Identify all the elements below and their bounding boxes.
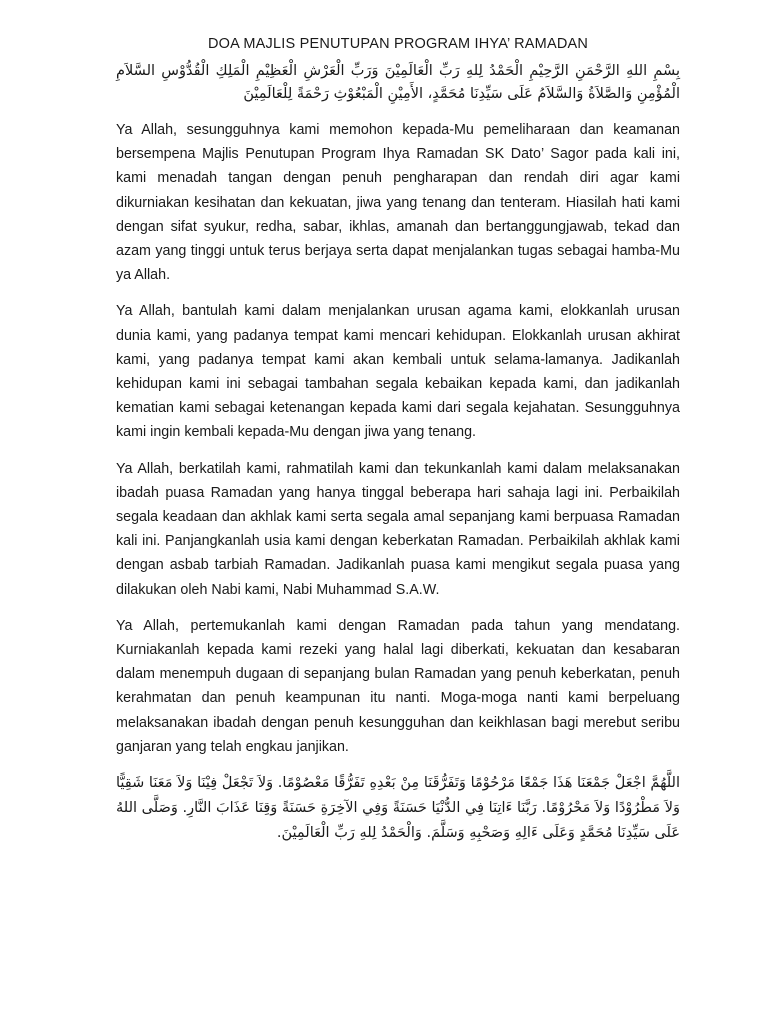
closing-arabic-prayer: اللَّهُمَّ اجْعَلْ جَمْعَنَا هَذَا جَمْعًا مَرْحُوْمًا وَتَفَرُّقَنَا مِنْ بَعْدِهِ تَفَرُّقًا مَعْصُوْمًا. وَلاَ تَجْعَلْ فِيْنَا وَلاَ مَعَنَا شَقِيًّا وَلاَ مَطْرُوْدًا وَلاَ مَحْرُوْمًا. رَبَّنَا ءَاتِنَا فِي الدُّنْيَا حَسَنَةً وَفِي الآخِرَةِ حَسَنَةً وَقِنَا عَذَابَ النَّارِ. وَصَلَّى اللهُ عَلَى سَيِّدِنَا مُحَمَّدٍ وَعَلَى ءَالِهِ وَصَحْبِهِ وَسَلَّمَ. وَالْحَمْدُ لِلهِ رَبِّ الْعَالَمِيْنَ. [116,775,680,842]
prayer-paragraph-2: Ya Allah, bantulah kami dalam menjalankan urusan agama kami, elokkanlah urusan dunia kami, yang padanya tempat kami mencari kehidupan. Elokkanlah urusan akhirat kami, yang padanya tempat kami akan kembali untuk selama-lamanya. Jadikanlah kehidupan kami ini sebagai tambahan segala kebaikan kepada kami, dan jadikanlah kematian kami sebagai ketenangan kepada kami dari segala kejahatan. Sesungguhnya kami ingin kembali kepada-Mu dengan jiwa yang tenang. [116,303,680,441]
prayer-paragraph-4: Ya Allah, pertemukanlah kami dengan Ramadan pada tahun yang mendatang. Kurniakanlah kepada kami rezeki yang halal lagi diberkati, kekuatan dan kesabaran dalam menempuh dugaan di sepanjang bulan Ramadan yang penuh keberkatan, penuh kerahmatan dan penuh keampunan itu nanti. Moga-moga nanti kami berpeluang melaksanakan ibadah dengan penuh kesungguhan dan keikhlasan bagi merebut seribu ganjaran yang telah engkau janjikan. [116,617,680,755]
document-page [116,36,680,846]
document-title: DOA MAJLIS PENUTUPAN PROGRAM IHYA’ RAMADAN [207,36,589,52]
prayer-paragraph-1: Ya Allah, sesungguhnya kami memohon kepada-Mu pemeliharaan dan keamanan bersempena Majlis Penutupan Program Ihya Ramadan SK Dato’ Sagor pada kali ini, kami menadah tangan dengan penuh pengharapan dan rendah diri agar kami dikurniakan kesihatan dan kekuatan, jiwa yang tenang dan tenteram. Hiasilah hati kami dengan sifat syukur, redha, sabar, ikhlas, amanah dan bertanggungjawab, tekad dan azam yang tinggi untuk terus berjaya serta dapat menjalankan tugas sebagai hamba-Mu ya Allah. [116,122,680,284]
opening-arabic-prayer: بِسْمِ اللهِ الرَّحْمَنِ الرَّحِيْمِ الْحَمْدُ لِلهِ رَبِّ الْعَالَمِيْنَ وَرَبِّ الْعَرْشِ الْعَظِيْمِ الْمَلِكِ الْقُدُّوْسِ السَّلاَمِ الْمُؤْمِنِ وَالصَّلاَةُ وَالسَّلاَمُ عَلَى سَيِّدِنَا مُحَمَّدٍ، الأَمِيْنِ الْمَبْعُوْثِ رَحْمَةً لِلْعَالَمِيْنَ [116,63,680,102]
prayer-paragraph-3: Ya Allah, berkatilah kami, rahmatilah kami dan tekunkanlah kami dalam melaksanakan ibadah puasa Ramadan yang hanya tinggal beberapa hari sahaja lagi ini. Perbaikilah segala keadaan dan akhlak kami serta segala amal sepanjang kami berpuasa Ramadan kali ini. Panjangkanlah usia kami dengan keberkatan Ramadan. Perbaikilah akhlak kami dengan asbab tarbiah Ramadan. Jadikanlah puasa kami mengikut segala puasa yang dilakukan oleh Nabi kami, Nabi Muhammad S.A.W. [116,460,680,598]
